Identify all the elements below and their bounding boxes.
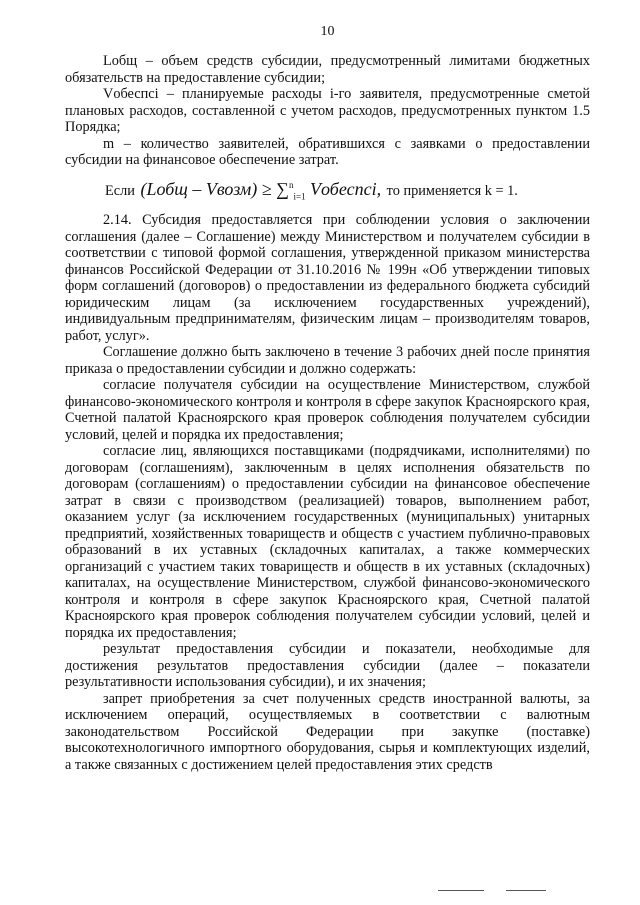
formula-expression bbox=[138, 178, 383, 202]
formula-term: Vобеспсi, bbox=[310, 178, 382, 199]
formula-expression-main: (Lобщ – Vвозм) ≥ ∑ bbox=[140, 178, 289, 199]
formula-sum-upper: n bbox=[288, 179, 294, 190]
paragraph-consent-recipient: согласие получателя субсидии на осуществление Министерством, службой финансово-экономического контроля и контроля в сфере закупок Красноярского края, Счетной палатой Красноярского края проверок соблюдения получателем субсидии условий, целей и порядка их предоставления; bbox=[65, 377, 590, 443]
scan-mark bbox=[438, 890, 484, 891]
formula-lead: Если bbox=[105, 182, 135, 199]
definition-v-planned: Vобеспсi – планируемые расходы i-го заявителя, предусмотренные сметой плановых расходов, составленной с учетом расходов, предусмотренных пунктом 1.5 Порядка; bbox=[65, 86, 590, 135]
page-number: 10 bbox=[320, 24, 335, 39]
definition-m-count: m – количество заявителей, обратившихся с заявками о предоставлении субсидии на финансовое обеспечение затрат. bbox=[65, 135, 590, 168]
definition-l-total: Lобщ – объем средств субсидии, предусмотренный лимитами бюджетных обязательств на предоставление субсидии; bbox=[65, 53, 590, 86]
paragraph-consent-suppliers: согласие лиц, являющихся поставщиками (подрядчиками, исполнителями) по договорам (соглашениям), заключенным в целях исполнения обязательств по договорам (соглашениям) о предоставлении субсидии на финансовое обеспечение затрат в связи с производством (реализацией) товаров, выполнением работ, оказанием услуг (за исключением государственных (муниципальных) унитарных предприятий, хозяйственных товариществ и обществ с участием публично-правовых образований в их уставных (складочных капиталах, а также коммерческих организаций с участием таких товариществ и обществ в их уставных (складочных) капиталах, на осуществление Министерством, службой финансово-экономического контроля и контроля в сфере закупок Красноярского края, Счетной палатой Красноярского края проверок соблюдения получателем субсидии условий, целей и порядка их предоставления; bbox=[65, 443, 590, 641]
paragraph-currency-ban: запрет приобретения за счет полученных средств иностранной валюты, за исключением операций, осуществляемых в соответствии с валютным законодательством Российской Федерации при закупке (поставке) высокотехнологичного импортного оборудования, сырья и комплектующих изделий, а также связанных с достижением целей предоставления этих средств bbox=[65, 690, 590, 773]
scan-mark bbox=[506, 890, 546, 891]
formula-sum-lower: i=1 bbox=[293, 191, 306, 202]
paragraph-2-14: 2.14. Субсидия предоставляется при соблюдении условия о заключении соглашения (далее – Соглашение) между Министерством и получателем субсидии в соответствии с типовой формой соглашения, утвержденной приказом министерства финансов Российской Федерации от 31.10.2016 № 199н «Об утверждении типовых форм соглашений (договоров) о предоставлении из федерального бюджета субсидий юридическим лицам (за исключением государственных учреждений), индивидуальным предпринимателям, физическим лицам – производителям товаров, работ, услуг». bbox=[65, 212, 590, 344]
formula-tail: то применяется k = 1. bbox=[386, 182, 518, 199]
paragraph-result-indicators: результат предоставления субсидии и показатели, необходимые для достижения результатов предоставления субсидии (далее – показатели результативности использования субсидии), и их значения; bbox=[65, 641, 590, 691]
paragraph-agreement-term: Соглашение должно быть заключено в течение 3 рабочих дней после принятия приказа о предоставлении субсидии и должно содержать: bbox=[65, 344, 590, 377]
formula-line bbox=[65, 175, 590, 207]
